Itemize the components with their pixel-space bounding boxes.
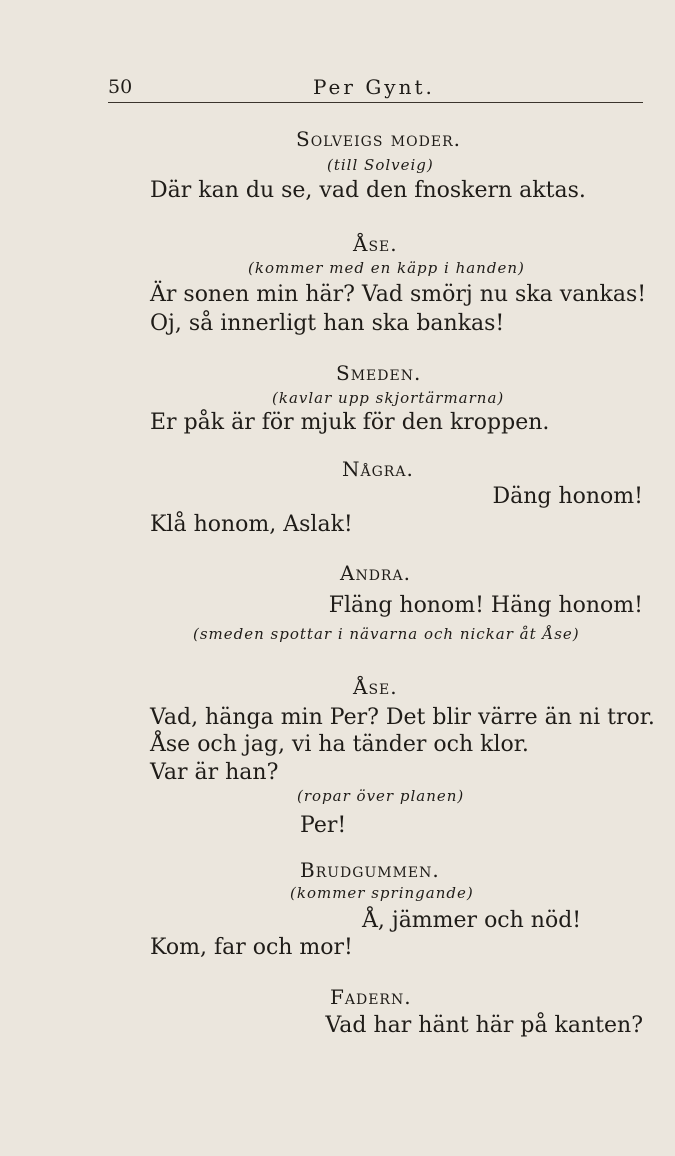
- speaker-name: Fadern.: [330, 985, 412, 1009]
- speaker-name: Åse.: [353, 675, 398, 699]
- verse-line: Oj, så innerligt han ska bankas!: [150, 311, 505, 336]
- stage-direction: (kommer springande): [290, 884, 474, 902]
- verse-line: Åse och jag, vi ha tänder och klor.: [150, 732, 529, 757]
- speaker-name: Åse.: [353, 232, 398, 256]
- verse-line: Däng honom!: [492, 484, 643, 509]
- stage-direction: (ropar över planen): [297, 787, 465, 805]
- verse-line: Er påk är för mjuk för den kroppen.: [150, 410, 550, 435]
- stage-direction: (till Solveig): [327, 156, 434, 174]
- verse-line: Fläng honom! Häng honom!: [328, 593, 643, 618]
- verse-line: Vad har hänt här på kanten?: [325, 1013, 643, 1038]
- speaker-name: Några.: [342, 457, 414, 481]
- stage-direction: (smeden spottar i nävarna och nickar åt Åse): [193, 625, 580, 643]
- verse-line: Klå honom, Aslak!: [150, 512, 353, 537]
- verse-line: Var är han?: [150, 760, 279, 785]
- header-rule: [108, 102, 643, 103]
- verse-line: Där kan du se, vad den fnoskern aktas.: [150, 178, 586, 203]
- verse-line: Är sonen min här? Vad smörj nu ska vankas!: [150, 282, 647, 307]
- verse-line: Å, jämmer och nöd!: [362, 908, 582, 933]
- verse-line: Per!: [300, 813, 347, 838]
- verse-line: Vad, hänga min Per? Det blir värre än ni tror.: [150, 705, 655, 730]
- running-title: Per Gynt.: [313, 75, 435, 99]
- speaker-name: Andra.: [340, 561, 411, 585]
- speaker-name: Brudgummen.: [300, 858, 440, 882]
- speaker-name: Smeden.: [336, 361, 422, 385]
- stage-direction: (kavlar upp skjortärmarna): [272, 389, 505, 407]
- page-number: 50: [108, 76, 133, 98]
- stage-direction: (kommer med en käpp i handen): [248, 259, 525, 277]
- verse-line: Kom, far och mor!: [150, 935, 353, 960]
- speaker-name: Solveigs moder.: [296, 127, 461, 151]
